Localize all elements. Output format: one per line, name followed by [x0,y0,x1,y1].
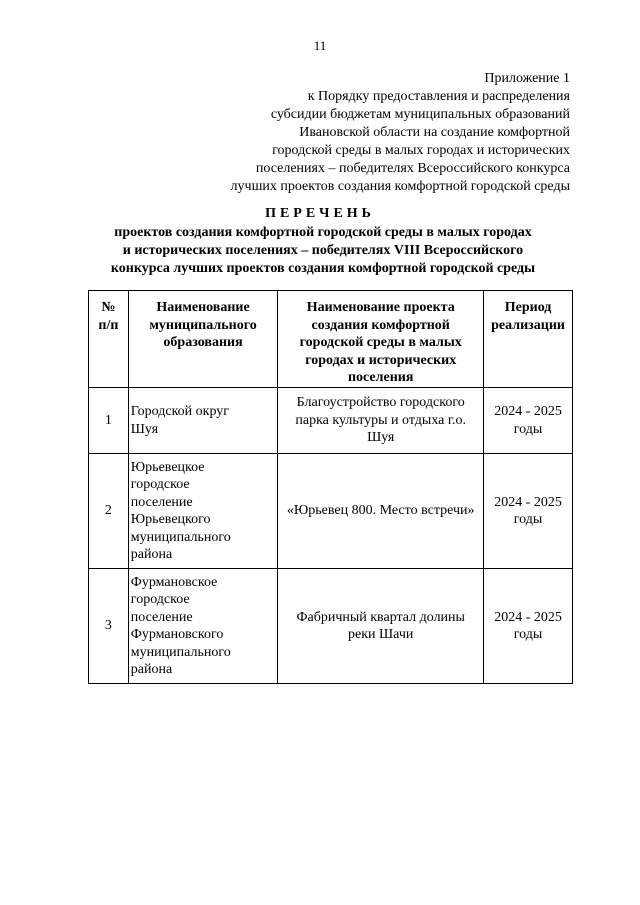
row-period [484,454,573,569]
header-period [484,291,573,388]
row-number: 2 [89,454,129,569]
header-line: п/п [98,317,119,333]
header-line: Наименование проекта [306,300,455,315]
cell-line: Фурмановское [130,574,218,590]
cell-line: Фурмановского [130,627,224,642]
appendix-line: к Порядку предоставления и распределения [307,89,570,104]
cell-line: муниципального [130,529,231,545]
cell-line: Фабричный квартал долины [296,609,465,625]
cell-line: годы [513,512,543,527]
table-row [89,569,573,684]
cell-line: Шуя [367,430,395,446]
appendix-line: Ивановской области на создание комфортной [299,125,570,140]
cell-line: годы [513,421,543,437]
appendix-block [150,70,570,196]
header-municipality [128,291,278,388]
cell-line: парка культуры и отдыха г.о. [295,412,467,428]
row-project [278,388,484,454]
row-municipality [128,454,278,569]
table-header-row [89,291,573,388]
cell-line: Городской округ [130,404,230,419]
cell-line: района [130,662,173,677]
header-line: Наименование [156,300,250,315]
cell-line: городское [130,592,190,607]
header-project [278,291,484,388]
header-line: городах и исторических [305,352,457,368]
subtitle-line: проектов создания комфортной городской среды в малых городах [114,225,532,240]
appendix-line: городской среды в малых городах и исторических [272,143,570,158]
appendix-line: Приложение 1 [484,71,570,86]
cell-line: поселение [130,494,193,510]
table-row [89,388,573,454]
cell-line: 2024 - 2025 [494,494,562,510]
row-project [278,454,484,569]
cell-line: Благоустройство городского [296,395,465,411]
row-number: 1 [89,388,129,454]
table-row [89,454,573,569]
cell-line: муниципального [130,644,231,660]
header-line: № [101,300,116,315]
cell-line: реки Шачи [348,627,414,642]
cell-line: городское [130,477,190,492]
cell-line: 2024 - 2025 [494,609,562,625]
cell-line: Юрьевецкое [130,459,205,475]
appendix-line: субсидии бюджетам муниципальных образований [270,107,570,122]
row-period [484,388,573,454]
header-num [89,291,129,388]
document-subtitle [88,224,558,278]
header-line: городской среды в малых [299,335,462,350]
row-project [278,569,484,684]
header-line: образования [163,335,243,350]
projects-table [88,290,573,684]
header-line: Период [504,300,552,315]
row-municipality [128,388,278,454]
document-title: ПЕРЕЧЕНЬ [265,206,375,221]
cell-line: Юрьевецкого [130,512,211,527]
appendix-line: лучших проектов создания комфортной городской среды [230,179,570,194]
cell-line: годы [513,627,543,642]
cell-line: 2024 - 2025 [494,404,562,419]
row-number: 3 [89,569,129,684]
header-line: муниципального [149,317,257,333]
cell-line: района [130,547,173,562]
appendix-line: поселениях – победителях Всероссийского конкурса [255,161,570,176]
cell-line: Шуя [130,421,159,437]
row-municipality [128,569,278,684]
header-line: реализации [491,317,565,333]
header-line: поселения [347,370,414,385]
subtitle-line: конкурса лучших проектов создания комфортной городской среды [110,261,536,276]
row-period [484,569,573,684]
cell-line: поселение [130,609,193,625]
page-number: 11 [313,38,327,53]
subtitle-line: и исторических поселениях – победителях VIII Всероссийского [122,243,524,258]
cell-line: «Юрьевец 800. Место встречи» [286,503,475,519]
header-line: создания комфортной [311,317,450,333]
